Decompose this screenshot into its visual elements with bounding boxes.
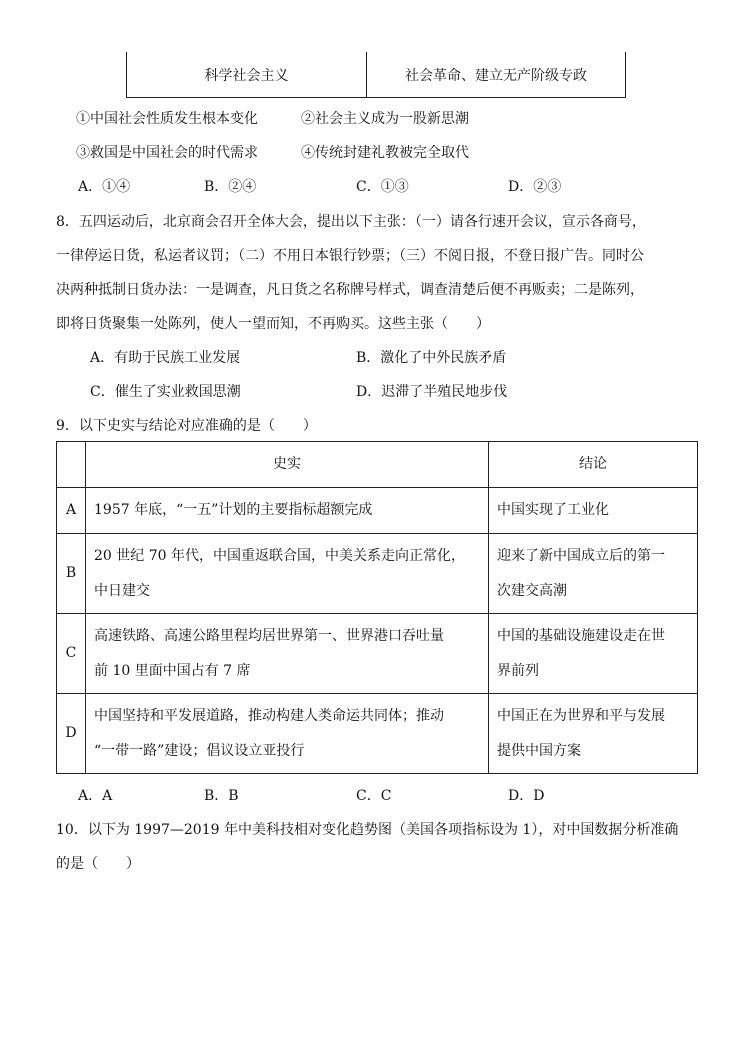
- q7-statement-1: ①中国社会性质发生根本变化: [76, 111, 258, 127]
- fact-line: 中国坚持和平发展道路，推动构建人类命运共同体；推动: [94, 707, 444, 724]
- conclusion-cell: [489, 534, 698, 614]
- fact-line: 中日建交: [94, 582, 150, 599]
- top-table-cell-right: 社会革命、建立无产阶级专政: [405, 67, 587, 84]
- conclusion-cell: [489, 614, 698, 694]
- q7-option-b: B．②④: [204, 179, 257, 195]
- fact-cell: [86, 614, 489, 694]
- conclusion-cell: [489, 488, 698, 534]
- q9-option-b: B．B: [204, 788, 239, 804]
- conclusion-line: 次建交高潮: [497, 582, 567, 599]
- fact-line: 前 10 里面中国占有 7 席: [94, 662, 251, 679]
- q7-option-d: D．②③: [508, 179, 562, 195]
- conclusion-line: 中国实现了工业化: [497, 502, 609, 518]
- q10-stem-line-2: 的是（ ）: [56, 856, 140, 872]
- fact-line: 1957 年底，“一五”计划的主要指标超额完成: [94, 502, 373, 518]
- q9-stem: 9．以下史实与结论对应准确的是（ ）: [56, 418, 317, 434]
- fact-line: 高速铁路、高速公路里程均居世界第一、世界港口吞吐量: [94, 627, 444, 644]
- q9-header-row: [57, 442, 698, 488]
- conclusion-line: 界前列: [497, 662, 539, 679]
- q8-option-b: B．激化了中外民族矛盾: [356, 350, 507, 366]
- top-table-cell-left: 科学社会主义: [127, 52, 367, 97]
- q9-option-d: D．D: [508, 788, 545, 804]
- table-row: [57, 534, 698, 614]
- q8-option-c: C．催生了实业救国思潮: [90, 384, 241, 400]
- q9-header-fact: 史实: [86, 442, 489, 488]
- q9-option-a: A．A: [78, 788, 113, 804]
- q8-stem-line-1: 8．五四运动后，北京商会召开全体大会，提出以下主张：（一）请各行速开会议，宣示各商号，: [56, 214, 646, 230]
- fact-line: “一带一路”建设；倡议设立亚投行: [94, 742, 305, 759]
- q8-option-a: A．有助于民族工业发展: [90, 350, 241, 366]
- q9-header-blank: [57, 442, 86, 488]
- q8-option-d: D．迟滞了半殖民地步伐: [356, 384, 508, 400]
- fact-cell: [86, 534, 489, 614]
- q10-stem-line-1: 10．以下为 1997—2019 年中美科技相对变化趋势图（美国各项指标设为 1），对中国数据分析准确: [56, 822, 679, 838]
- table-row: [57, 488, 698, 534]
- q7-statement-2: ②社会主义成为一股新思潮: [301, 111, 469, 127]
- table-row: [57, 614, 698, 694]
- q7-statement-4: ④传统封建礼教被完全取代: [301, 145, 469, 161]
- q7-option-a: A．①④: [78, 179, 131, 195]
- fact-cell: [86, 488, 489, 534]
- row-letter: A: [57, 488, 86, 534]
- q8-stem-line-2: 一律停运日货，私运者议罚；（二）不用日本银行钞票；（三）不阅日报，不登日报广告。同时公: [56, 248, 644, 264]
- q7-statement-3: ③救国是中国社会的时代需求: [76, 145, 258, 161]
- q8-stem-line-3: 决两种抵制日货办法：一是调查，凡日货之名称牌号样式，调查清楚后便不再贩卖；二是陈列，: [56, 282, 644, 298]
- row-letter: C: [57, 614, 86, 694]
- fact-cell: [86, 694, 489, 774]
- conclusion-line: 迎来了新中国成立后的第一: [497, 547, 665, 564]
- q9-table: [56, 441, 698, 774]
- conclusion-line: 提供中国方案: [497, 742, 581, 759]
- fact-line: 20 世纪 70 年代，中国重返联合国，中美关系走向正常化，: [94, 547, 465, 564]
- q9-option-c: C．C: [356, 788, 392, 804]
- conclusion-line: 中国正在为世界和平与发展: [497, 707, 665, 724]
- q8-stem-line-4: 即将日货聚集一处陈列，使人一望而知，不再购买。这些主张（ ）: [56, 316, 490, 332]
- q7-option-c: C．①③: [356, 179, 409, 195]
- conclusion-cell: [489, 694, 698, 774]
- row-letter: D: [57, 694, 86, 774]
- row-letter: B: [57, 534, 86, 614]
- q9-header-conclusion: 结论: [489, 442, 698, 488]
- top-table: [126, 52, 626, 98]
- table-row: [57, 694, 698, 774]
- conclusion-line: 中国的基础设施建设走在世: [497, 627, 665, 644]
